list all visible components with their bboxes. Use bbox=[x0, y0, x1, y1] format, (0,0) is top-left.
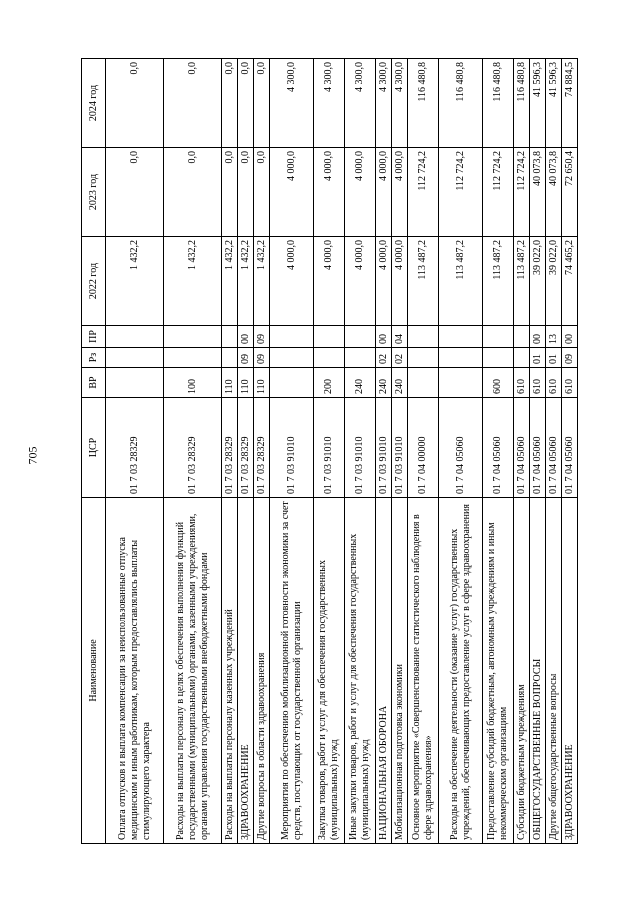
row-pr bbox=[483, 326, 514, 348]
row-csr: 01 7 04 00000 bbox=[408, 398, 439, 498]
table-row bbox=[254, 59, 270, 844]
row-2024: 74 884,5 bbox=[562, 59, 578, 148]
rotated-table-container bbox=[81, 59, 573, 844]
row-2023: 72 650,4 bbox=[562, 148, 578, 237]
table-row bbox=[439, 59, 483, 844]
row-vr: 110 bbox=[254, 368, 270, 398]
table-row bbox=[562, 59, 578, 844]
row-2023: 4 000,0 bbox=[392, 148, 408, 237]
row-2023: 112 724,2 bbox=[408, 148, 439, 237]
row-vr: 100 bbox=[164, 368, 222, 398]
row-vr: 610 bbox=[546, 368, 562, 398]
row-vr: 240 bbox=[345, 368, 376, 398]
row-2022: 39 022,0 bbox=[546, 237, 562, 326]
row-rz bbox=[106, 348, 164, 368]
header-vr: ВР bbox=[82, 368, 106, 398]
row-csr: 01 7 03 28329 bbox=[164, 398, 222, 498]
table-row bbox=[222, 59, 238, 844]
table-row bbox=[270, 59, 314, 844]
row-rz bbox=[345, 348, 376, 368]
table-row bbox=[530, 59, 546, 844]
row-pr bbox=[408, 326, 439, 348]
row-name: ЗДРАВООХРАНЕНИЕ bbox=[238, 498, 254, 844]
row-csr: 01 7 03 28329 bbox=[238, 398, 254, 498]
row-2024: 116 480,8 bbox=[439, 59, 483, 148]
row-rz bbox=[408, 348, 439, 368]
row-2022: 39 022,0 bbox=[530, 237, 546, 326]
row-rz: 09 bbox=[562, 348, 578, 368]
table-row bbox=[546, 59, 562, 844]
row-2024: 0,0 bbox=[238, 59, 254, 148]
row-name: Расходы на обеспечение деятельности (оказание услуг) государственных учреждений, обеспечивающих предоставление услуг в сфере здравоохранения bbox=[439, 498, 483, 844]
row-rz bbox=[439, 348, 483, 368]
row-2023: 112 724,2 bbox=[483, 148, 514, 237]
row-vr bbox=[439, 368, 483, 398]
row-name: Другие вопросы в области здравоохранения bbox=[254, 498, 270, 844]
row-2023: 40 073,8 bbox=[530, 148, 546, 237]
table-header-row bbox=[82, 59, 106, 844]
row-csr: 01 7 04 05060 bbox=[483, 398, 514, 498]
row-vr: 110 bbox=[238, 368, 254, 398]
row-csr: 01 7 03 91010 bbox=[345, 398, 376, 498]
header-2024: 2024 год bbox=[82, 59, 106, 148]
row-2023: 4 000,0 bbox=[314, 148, 345, 237]
row-2024: 4 300,0 bbox=[270, 59, 314, 148]
table-row bbox=[164, 59, 222, 844]
page-number: 705 bbox=[25, 446, 40, 465]
row-pr bbox=[314, 326, 345, 348]
row-2024: 116 480,8 bbox=[514, 59, 530, 148]
row-vr bbox=[106, 368, 164, 398]
header-2023: 2023 год bbox=[82, 148, 106, 237]
row-vr: 610 bbox=[514, 368, 530, 398]
row-csr: 01 7 03 91010 bbox=[314, 398, 345, 498]
row-rz bbox=[514, 348, 530, 368]
header-2022: 2022 год bbox=[82, 237, 106, 326]
row-2024: 4 300,0 bbox=[392, 59, 408, 148]
row-rz bbox=[270, 348, 314, 368]
row-2023: 0,0 bbox=[164, 148, 222, 237]
row-csr: 01 7 03 91010 bbox=[270, 398, 314, 498]
row-2023: 0,0 bbox=[238, 148, 254, 237]
row-2023: 4 000,0 bbox=[376, 148, 392, 237]
row-2022: 4 000,0 bbox=[270, 237, 314, 326]
row-name: Закупка товаров, работ и услуг для обеспечения государственных (муниципальных) нужд bbox=[314, 498, 345, 844]
row-2023: 0,0 bbox=[222, 148, 238, 237]
row-vr: 240 bbox=[392, 368, 408, 398]
table-row bbox=[408, 59, 439, 844]
table-row bbox=[376, 59, 392, 844]
row-rz bbox=[164, 348, 222, 368]
table-row bbox=[106, 59, 164, 844]
row-2024: 4 300,0 bbox=[314, 59, 345, 148]
row-2022: 4 000,0 bbox=[376, 237, 392, 326]
row-2023: 4 000,0 bbox=[345, 148, 376, 237]
row-csr: 01 7 03 28329 bbox=[222, 398, 238, 498]
row-vr: 110 bbox=[222, 368, 238, 398]
row-vr: 610 bbox=[530, 368, 546, 398]
row-pr: 00 bbox=[376, 326, 392, 348]
row-pr: 00 bbox=[530, 326, 546, 348]
row-rz: 01 bbox=[546, 348, 562, 368]
row-2024: 0,0 bbox=[254, 59, 270, 148]
row-2023: 0,0 bbox=[254, 148, 270, 237]
row-csr: 01 7 04 05060 bbox=[530, 398, 546, 498]
row-csr: 01 7 04 05060 bbox=[546, 398, 562, 498]
row-2022: 1 432,2 bbox=[164, 237, 222, 326]
row-rz bbox=[314, 348, 345, 368]
budget-table bbox=[81, 58, 578, 844]
table-row bbox=[345, 59, 376, 844]
row-pr bbox=[106, 326, 164, 348]
table-row bbox=[392, 59, 408, 844]
row-name: Предоставление субсидий бюджетным, автономным учреждениям и иным некоммерческим организациям bbox=[483, 498, 514, 844]
row-name: Основное мероприятие «Совершенствование статистического наблюдения в сфере здравоохранения» bbox=[408, 498, 439, 844]
row-rz bbox=[483, 348, 514, 368]
row-csr: 01 7 03 91010 bbox=[376, 398, 392, 498]
row-2022: 4 000,0 bbox=[345, 237, 376, 326]
row-2024: 41 596,3 bbox=[530, 59, 546, 148]
row-2022: 74 465,2 bbox=[562, 237, 578, 326]
row-2023: 4 000,0 bbox=[270, 148, 314, 237]
row-pr bbox=[270, 326, 314, 348]
row-name: Оплата отпусков и выплата компенсации за неиспользованные отпуска медицинским и иным работникам, которым предоставлялись выплаты стимулирующего характера bbox=[106, 498, 164, 844]
row-pr: 13 bbox=[546, 326, 562, 348]
row-pr: 00 bbox=[562, 326, 578, 348]
row-2022: 113 487,2 bbox=[408, 237, 439, 326]
row-2024: 116 480,8 bbox=[408, 59, 439, 148]
table-row bbox=[238, 59, 254, 844]
row-pr bbox=[514, 326, 530, 348]
row-2022: 113 487,2 bbox=[514, 237, 530, 326]
row-2022: 1 432,2 bbox=[238, 237, 254, 326]
header-name: Наименование bbox=[82, 498, 106, 844]
row-pr bbox=[222, 326, 238, 348]
row-pr: 00 bbox=[238, 326, 254, 348]
row-2022: 1 432,2 bbox=[106, 237, 164, 326]
row-name: Мероприятия по обеспечению мобилизационной готовности экономики за счет средств, поступающих от государственной организации bbox=[270, 498, 314, 844]
row-csr: 01 7 03 28329 bbox=[106, 398, 164, 498]
row-2022: 1 432,2 bbox=[254, 237, 270, 326]
row-name: Субсидии бюджетным учреждениям bbox=[514, 498, 530, 844]
row-vr bbox=[270, 368, 314, 398]
row-name: Мобилизационная подготовка экономики bbox=[392, 498, 408, 844]
header-csr: ЦСР bbox=[82, 398, 106, 498]
row-name: Расходы на выплаты персоналу в целях обеспечения выполнения функций государственными (муниципальными) органами, казенными учреждениями, органами управления государственными внебюджетными фондами bbox=[164, 498, 222, 844]
row-csr: 01 7 04 05060 bbox=[562, 398, 578, 498]
row-2024: 0,0 bbox=[106, 59, 164, 148]
table-row bbox=[314, 59, 345, 844]
row-pr bbox=[164, 326, 222, 348]
header-pr: ПР bbox=[82, 326, 106, 348]
row-name: Иные закупки товаров, работ и услуг для обеспечения государственных (муниципальных) нужд bbox=[345, 498, 376, 844]
row-2023: 0,0 bbox=[106, 148, 164, 237]
row-vr bbox=[408, 368, 439, 398]
row-2024: 0,0 bbox=[164, 59, 222, 148]
row-pr: 04 bbox=[392, 326, 408, 348]
row-2022: 4 000,0 bbox=[314, 237, 345, 326]
row-rz: 02 bbox=[376, 348, 392, 368]
row-csr: 01 7 03 28329 bbox=[254, 398, 270, 498]
row-2023: 112 724,2 bbox=[439, 148, 483, 237]
row-2022: 4 000,0 bbox=[392, 237, 408, 326]
row-pr bbox=[439, 326, 483, 348]
row-2024: 4 300,0 bbox=[376, 59, 392, 148]
table-body bbox=[106, 59, 578, 844]
row-rz: 09 bbox=[238, 348, 254, 368]
row-rz: 09 bbox=[254, 348, 270, 368]
row-2024: 0,0 bbox=[222, 59, 238, 148]
row-name: Расходы на выплаты персоналу казенных учреждений bbox=[222, 498, 238, 844]
row-vr: 240 bbox=[376, 368, 392, 398]
row-2023: 40 073,8 bbox=[546, 148, 562, 237]
row-2024: 41 596,3 bbox=[546, 59, 562, 148]
row-2024: 116 480,8 bbox=[483, 59, 514, 148]
row-name: НАЦИОНАЛЬНАЯ ОБОРОНА bbox=[376, 498, 392, 844]
row-csr: 01 7 04 05060 bbox=[439, 398, 483, 498]
row-vr: 610 bbox=[562, 368, 578, 398]
row-name: ОБЩЕГОСУДАРСТВЕННЫЕ ВОПРОСЫ bbox=[530, 498, 546, 844]
row-vr: 600 bbox=[483, 368, 514, 398]
row-2022: 1 432,2 bbox=[222, 237, 238, 326]
row-2023: 112 724,2 bbox=[514, 148, 530, 237]
row-pr bbox=[345, 326, 376, 348]
table-row bbox=[514, 59, 530, 844]
row-csr: 01 7 03 91010 bbox=[392, 398, 408, 498]
row-2024: 4 300,0 bbox=[345, 59, 376, 148]
row-name: Другие общегосударственные вопросы bbox=[546, 498, 562, 844]
row-csr: 01 7 04 05060 bbox=[514, 398, 530, 498]
row-rz: 02 bbox=[392, 348, 408, 368]
row-rz: 01 bbox=[530, 348, 546, 368]
table-row bbox=[483, 59, 514, 844]
row-2022: 113 487,2 bbox=[483, 237, 514, 326]
row-2022: 113 487,2 bbox=[439, 237, 483, 326]
header-rz: Рз bbox=[82, 348, 106, 368]
row-pr: 09 bbox=[254, 326, 270, 348]
row-name: ЗДРАВООХРАНЕНИЕ bbox=[562, 498, 578, 844]
row-vr: 200 bbox=[314, 368, 345, 398]
row-rz bbox=[222, 348, 238, 368]
